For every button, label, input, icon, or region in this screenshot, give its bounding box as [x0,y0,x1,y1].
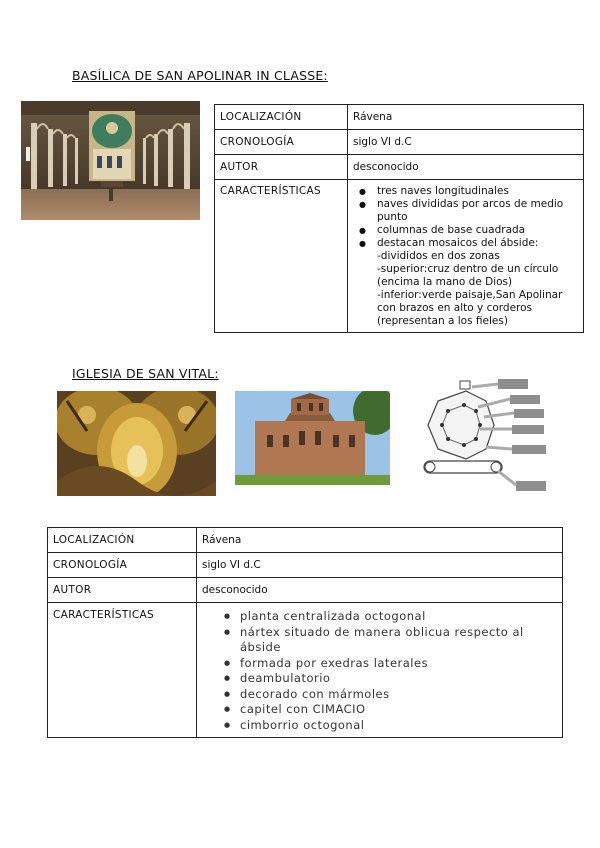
features-cell [348,180,584,333]
sanvital-mosaic-photo [57,391,216,496]
sanvital-exterior-photo [235,391,390,485]
label-autor: AUTOR [215,155,348,180]
value-localizacion: Rávena [348,105,584,130]
basilica-title: BASÍLICA DE SAN APOLINAR IN CLASSE: [72,68,328,83]
value-cronologia: siglo VI d.C [348,130,584,155]
label-cronologia: CRONOLOGÍA [48,553,197,578]
label-caracteristicas: CARACTERÍSTICAS [215,180,348,333]
table-row [48,553,563,578]
list-item: ● planta centralizada octogonal [240,609,557,625]
sub-feature: -inferior:verde paisaje,San Apolinar con brazos en alto y corderos (representan a los fieles) [377,289,563,327]
list-item: ● columnas de base cuadrada [377,224,578,237]
feature-list [202,609,557,733]
table-row [215,130,584,155]
table-row [48,528,563,553]
list-item: ● tres naves longitudinales [377,185,578,198]
label-cronologia: CRONOLOGÍA [215,130,348,155]
sanvital-title: IGLESIA DE SAN VITAL: [72,366,219,381]
list-item: ● deambulatorio [240,671,557,687]
basilica-interior-photo [21,101,200,220]
table-row [48,603,563,738]
table-row [48,578,563,603]
value-autor: desconocido [348,155,584,180]
value-localizacion: Rávena [197,528,563,553]
label-autor: AUTOR [48,578,197,603]
list-item: ● nártex situado de manera oblicua respecto al ábside [240,625,557,656]
table-row [215,155,584,180]
value-cronologia: siglo VI d.C [197,553,563,578]
label-localizacion: LOCALIZACIÓN [48,528,197,553]
list-item: ● capitel con CIMACIO [240,702,557,718]
sanvital-plan-diagram [408,377,550,495]
table-row [215,105,584,130]
label-caracteristicas: CARACTERÍSTICAS [48,603,197,738]
sub-feature: -superior:cruz dentro de un círculo (encima la mano de Dios) [377,263,559,288]
list-item: ● cimborrio octogonal [240,718,557,734]
list-item: ● decorado con mármoles [240,687,557,703]
list-item: ● formada por exedras laterales [240,656,557,672]
sanvital-info-table [47,527,563,738]
basilica-info-table [214,104,584,333]
features-cell [197,603,563,738]
value-autor: desconocido [197,578,563,603]
list-item: ● destacan mosaicos del ábside: [377,237,578,250]
label-localizacion: LOCALIZACIÓN [215,105,348,130]
table-row [215,180,584,333]
list-item: ● naves divididas por arcos de medio punto [377,198,578,224]
sub-feature: -divididos en dos zonas [377,250,500,262]
feature-list [353,185,578,250]
